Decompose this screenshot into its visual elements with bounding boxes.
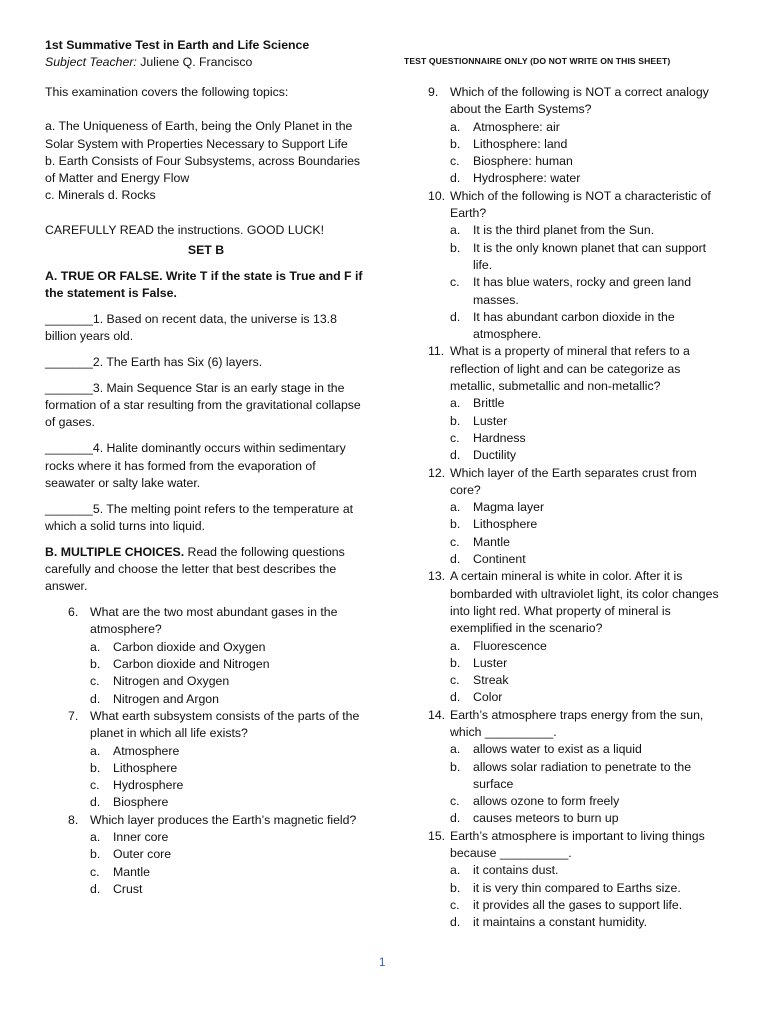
option-text: Mantle (473, 534, 510, 549)
option-text: allows water to exist as a liquid (473, 742, 642, 757)
option (428, 430, 726, 447)
option (45, 777, 367, 794)
option-letter: a. (450, 638, 461, 653)
option (428, 413, 726, 430)
option-letter: d. (90, 795, 101, 810)
option-text: Nitrogen and Oxygen (113, 674, 230, 689)
left-column (45, 84, 367, 898)
option (45, 881, 367, 898)
option (428, 119, 726, 136)
question-8 (45, 812, 367, 829)
tf-item-3: _______3. Main Sequence Star is an early stage in the formation of a star resulting from the gravitational collapse of gases. (45, 380, 361, 430)
option (45, 846, 367, 863)
question-12 (428, 465, 726, 500)
option-letter: b. (450, 240, 461, 255)
instructions: CAREFULLY READ the instructions. GOOD LUCK! (45, 222, 325, 237)
question-number: 11. (428, 344, 445, 359)
option-text: Biosphere (113, 795, 169, 810)
option-text: Magma layer (473, 500, 545, 515)
option (45, 829, 367, 846)
question-text: Which layer produces the Earth’s magnetic field? (90, 812, 357, 827)
topic-c-d: c. Minerals d. Rocks (45, 188, 156, 203)
option-letter: a. (90, 743, 101, 758)
option (428, 395, 726, 412)
question-text: Earth’s atmosphere traps energy from the sun, which __________. (450, 707, 704, 739)
true-false-heading: A. TRUE OR FALSE. Write T if the state is True and F if the statement is False. (45, 268, 363, 301)
option-letter: a. (450, 119, 461, 134)
option-letter: a. (450, 223, 461, 238)
option-letter: b. (450, 517, 461, 532)
option (45, 691, 367, 708)
option-text: Color (473, 690, 503, 705)
option-text: Ductility (473, 448, 517, 463)
option-letter: b. (450, 413, 461, 428)
question-6 (45, 604, 367, 639)
tf-item-1: _______1. Based on recent data, the universe is 13.8 billion years old. (45, 311, 337, 344)
option (428, 516, 726, 533)
multiple-choice-heading-label: B. MULTIPLE CHOICES. (45, 544, 185, 559)
option-text: Inner core (113, 829, 169, 844)
question-text: What is a property of mineral that refers to a reflection of light and can be categorize as metallic, submetallic and non-metallic? (450, 344, 690, 394)
option (428, 914, 726, 931)
question-number: 14. (428, 707, 446, 722)
question-number: 6. (68, 605, 79, 620)
option-text: Luster (473, 655, 508, 670)
option-text: It is the third planet from the Sun. (473, 223, 655, 238)
option-letter: c. (450, 534, 460, 549)
option-text: It has abundant carbon dioxide in the atmosphere. (473, 309, 675, 342)
option-letter: d. (90, 881, 101, 896)
option-letter: c. (450, 897, 460, 912)
option-letter: a. (90, 639, 101, 654)
option-letter: a. (90, 829, 101, 844)
option-text: It is the only known planet that can support life. (473, 240, 707, 272)
option-letter: d. (450, 309, 461, 324)
option-letter: b. (90, 847, 101, 862)
option (428, 136, 726, 153)
option-letter: d. (90, 691, 101, 706)
question-11 (428, 343, 726, 395)
option (428, 274, 726, 309)
subject-teacher (45, 55, 252, 69)
option-text: Atmosphere (113, 743, 180, 758)
option-text: Streak (473, 673, 509, 688)
option-letter: c. (450, 794, 460, 809)
option-letter: c. (90, 674, 100, 689)
option-text: Crust (113, 881, 143, 896)
option (45, 673, 367, 690)
option-letter: c. (450, 154, 460, 169)
topics-intro: This examination covers the following topics: (45, 85, 289, 99)
option-text: Outer core (113, 847, 172, 862)
question-9 (428, 84, 726, 119)
option (428, 499, 726, 516)
option-text: it is very thin compared to Earths size. (473, 880, 681, 895)
question-number: 9. (428, 85, 439, 99)
option-letter: d. (450, 690, 461, 705)
subject-teacher-name: Juliene Q. Francisco (140, 55, 253, 69)
option (428, 672, 726, 689)
option (45, 760, 367, 777)
question-text: Which of the following is NOT a correct analogy about the Earth Systems? (450, 85, 709, 117)
option-text: it contains dust. (473, 863, 559, 878)
option (45, 794, 367, 811)
option-letter: b. (90, 657, 101, 672)
option-text: Hydrosphere: water (473, 171, 581, 186)
option-letter: a. (450, 500, 461, 515)
option-text: it provides all the gases to support life. (473, 897, 683, 912)
option (428, 759, 726, 794)
tf-item-4: _______4. Halite dominantly occurs within sedimentary rocks where it has formed from the evaporation of seawater or salty lake water. (45, 441, 346, 490)
option-text: Continent (473, 552, 526, 567)
tf-item-5: _______5. The melting point refers to the temperature at which a solid turns into liquid. (45, 501, 354, 533)
option-letter: d. (450, 811, 461, 826)
option-text: Lithosphere: land (473, 136, 568, 151)
question-number: 13. (428, 569, 446, 584)
option (428, 880, 726, 897)
option-text: Hydrosphere (113, 778, 184, 793)
option (45, 743, 367, 760)
option-letter: c. (90, 864, 100, 879)
option (428, 655, 726, 672)
option-letter: d. (450, 171, 461, 186)
page-number: 1 (379, 957, 386, 969)
questions-6-to-8 (45, 604, 367, 898)
topic-b: b. Earth Consists of Four Subsystems, across Boundaries of Matter and Energy Flow (45, 153, 361, 186)
multiple-choice-heading (45, 544, 367, 596)
option-text: Lithosphere (473, 517, 538, 532)
question-text: Earth’s atmosphere is important to living things because __________. (450, 828, 705, 861)
option-text: Hardness (473, 430, 526, 445)
option (428, 897, 726, 914)
option (428, 447, 726, 464)
option (428, 638, 726, 655)
question-7 (45, 708, 367, 743)
question-number: 7. (68, 708, 79, 723)
option-text: Luster (473, 413, 508, 428)
option-letter: b. (450, 136, 461, 151)
option-letter: d. (450, 915, 461, 930)
option-letter: b. (450, 880, 461, 895)
option (428, 170, 726, 187)
option-letter: c. (450, 673, 460, 688)
question-text: A certain mineral is white in color. After it is bombarded with ultraviolet light, its color changes into light red. What property of mineral is exemplified in the scenario? (450, 569, 719, 636)
option (45, 864, 367, 881)
question-number: 15. (428, 828, 446, 843)
option-letter: a. (450, 396, 461, 411)
tf-item-2: _______2. The Earth has Six (6) layers. (45, 355, 263, 370)
questionnaire-note: TEST QUESTIONNAIRE ONLY (DO NOT WRITE ON THIS SHEET) (404, 56, 671, 66)
question-14 (428, 707, 726, 742)
option-letter: a. (450, 742, 461, 757)
option (428, 240, 726, 275)
option-text: Carbon dioxide and Nitrogen (113, 657, 270, 672)
option-text: It has blue waters, rocky and green land masses. (473, 275, 692, 307)
option-letter: c. (90, 778, 100, 793)
option (45, 639, 367, 656)
option-letter: b. (450, 655, 461, 670)
option (428, 741, 726, 758)
option-text: causes meteors to burn up (473, 811, 619, 826)
option (428, 862, 726, 879)
option (45, 656, 367, 673)
document-title: 1st Summative Test in Earth and Life Science (45, 38, 310, 52)
option-letter: c. (450, 275, 460, 290)
option-text: Carbon dioxide and Oxygen (113, 639, 266, 654)
question-text: Which layer of the Earth separates crust from core? (450, 465, 697, 497)
multiple-choice-instructions: Read the following questions carefully and choose the letter that best describes the answer. (45, 544, 345, 594)
option-letter: a. (450, 863, 461, 878)
option-text: Nitrogen and Argon (113, 691, 219, 706)
option (428, 222, 726, 239)
option-letter: c. (450, 430, 460, 445)
option-letter: b. (450, 759, 461, 774)
question-15 (428, 828, 726, 863)
question-13 (428, 568, 726, 637)
option-text: Mantle (113, 864, 150, 879)
subject-teacher-label: Subject Teacher: (45, 55, 137, 69)
option-text: allows solar radiation to penetrate to the surface (473, 759, 692, 791)
option (428, 309, 726, 344)
right-column (428, 84, 726, 932)
option-letter: d. (450, 552, 461, 567)
option-text: Lithosphere (113, 760, 178, 775)
option (428, 689, 726, 706)
option (428, 153, 726, 170)
option-text: Brittle (473, 396, 505, 411)
option-letter: b. (90, 760, 101, 775)
option-letter: d. (450, 448, 461, 463)
option (428, 551, 726, 568)
option (428, 534, 726, 551)
question-text: Which of the following is NOT a characteristic of Earth? (450, 188, 711, 221)
option (428, 810, 726, 827)
set-label: SET B (187, 243, 225, 258)
topic-a: a. The Uniqueness of Earth, being the Only Planet in the Solar System with Properties Necessary to Support Life (45, 119, 353, 151)
question-number: 12. (428, 465, 446, 480)
question-number: 8. (68, 812, 79, 827)
option-text: Atmosphere: air (473, 119, 560, 134)
question-number: 10. (428, 188, 446, 203)
question-10 (428, 188, 726, 223)
option-text: allows ozone to form freely (473, 794, 620, 809)
question-text: What are the two most abundant gases in the atmosphere? (90, 605, 338, 637)
option (428, 793, 726, 810)
option-text: Biosphere: human (473, 154, 573, 169)
option-text: it maintains a constant humidity. (473, 915, 648, 930)
option-text: Fluorescence (473, 638, 547, 653)
question-text: What earth subsystem consists of the parts of the planet in which all life exists? (90, 708, 360, 741)
